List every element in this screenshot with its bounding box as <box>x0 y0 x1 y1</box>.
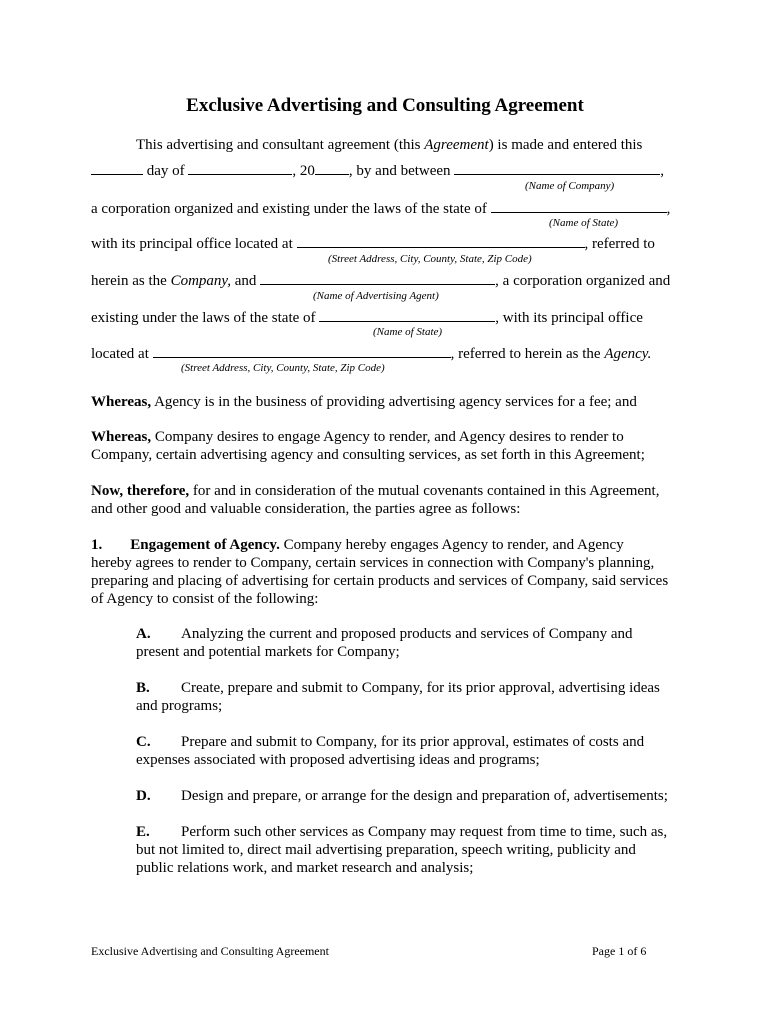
item-c-line-1 <box>136 733 644 751</box>
intro-text: , with its principal office <box>495 310 643 326</box>
item-letter: A. <box>136 626 151 642</box>
intro-line-4 <box>91 234 655 253</box>
intro-text: herein as the <box>91 273 171 289</box>
intro-text: , <box>666 201 671 217</box>
intro-line-2 <box>91 161 664 180</box>
intro-text: existing under the laws of the state of <box>91 310 316 326</box>
whereas-2-line-1 <box>91 428 624 446</box>
intro-text: with its principal office located at <box>91 236 293 252</box>
agent-name-blank[interactable] <box>260 271 495 285</box>
now-therefore-line-2: and other good and valuable consideration, the parties agree as follows: <box>91 501 521 517</box>
whereas-text: Agency is in the business of providing advertising agency services for a fee; and <box>151 394 637 410</box>
agreement-term: Agreement <box>424 137 489 153</box>
item-b-line-2: and programs; <box>136 698 223 714</box>
intro-text: , referred to herein as the <box>450 346 605 362</box>
company-term: Company, <box>170 273 231 289</box>
item-text: Create, prepare and submit to Company, for its prior approval, advertising ideas <box>181 680 660 696</box>
item-e-line-3: public relations work, and market research and analysis; <box>136 860 474 876</box>
item-text: Analyzing the current and proposed products and services of Company and <box>181 626 633 642</box>
intro-text: and <box>230 273 257 289</box>
page-number: Page 1 of 6 <box>592 944 647 958</box>
address-blank-1[interactable] <box>297 234 585 248</box>
section-1-line-3: preparing and placing of advertising for certain products and services of Company, said services <box>91 573 669 589</box>
item-a-line-1 <box>136 625 633 643</box>
section-text: Company hereby engages Agency to render, and Agency <box>279 537 624 553</box>
item-letter: D. <box>136 788 151 804</box>
item-b-line-1 <box>136 679 660 697</box>
address-blank-2[interactable] <box>153 344 451 358</box>
agency-term: Agency. <box>604 346 652 362</box>
section-1-line-1 <box>91 536 624 554</box>
intro-line-1 <box>136 136 642 154</box>
hint-address-2: (Street Address, City, County, State, Zip Code) <box>181 362 385 374</box>
intro-line-5 <box>91 271 670 290</box>
intro-line-3 <box>91 199 670 218</box>
whereas-text: Company desires to engage Agency to render, and Agency desires to render to <box>151 429 624 445</box>
item-d-line-1 <box>136 787 668 805</box>
item-e-line-1 <box>136 823 667 841</box>
hint-address-1: (Street Address, City, County, State, Zip Code) <box>328 253 532 265</box>
hint-agent: (Name of Advertising Agent) <box>313 290 439 302</box>
section-number: 1. <box>91 537 103 553</box>
whereas-1 <box>91 393 637 411</box>
intro-text: a corporation organized and existing under the laws of the state of <box>91 201 487 217</box>
month-blank[interactable] <box>188 161 292 175</box>
intro-text: , 20 <box>292 163 315 179</box>
intro-text: located at <box>91 346 149 362</box>
item-text: Design and prepare, or arrange for the design and preparation of, advertisements; <box>181 788 668 804</box>
intro-text: , by and between <box>348 163 451 179</box>
whereas-label: Whereas, <box>91 394 152 410</box>
item-c-line-2: expenses associated with proposed advertising ideas and programs; <box>136 752 540 768</box>
item-a-line-2: present and potential markets for Company; <box>136 644 400 660</box>
item-text: Perform such other services as Company may request from time to time, such as, <box>181 824 668 840</box>
day-blank[interactable] <box>91 161 143 175</box>
now-therefore-label: Now, therefore, <box>91 483 190 499</box>
item-letter: C. <box>136 734 151 750</box>
item-text: Prepare and submit to Company, for its prior approval, estimates of costs and <box>181 734 645 750</box>
intro-text: ) is made and entered this <box>488 137 643 153</box>
document-title: Exclusive Advertising and Consulting Agreement <box>186 95 584 116</box>
item-e-line-2: but not limited to, direct mail advertising preparation, speech writing, publicity and <box>136 842 636 858</box>
now-therefore-text: for and in consideration of the mutual covenants contained in this Agreement, <box>189 483 660 499</box>
intro-text: , <box>660 163 665 179</box>
year-blank[interactable] <box>315 161 349 175</box>
intro-text: , referred to <box>584 236 655 252</box>
item-letter: E. <box>136 824 150 840</box>
intro-line-6 <box>91 308 643 327</box>
intro-text: , a corporation organized and <box>495 273 671 289</box>
whereas-2-line-2: Company, certain advertising agency and consulting services, as set forth in this Agreement; <box>91 447 645 463</box>
footer-title: Exclusive Advertising and Consulting Agreement <box>91 944 329 958</box>
state-blank-1[interactable] <box>491 199 667 213</box>
whereas-label: Whereas, <box>91 429 152 445</box>
now-therefore-line-1 <box>91 482 659 500</box>
item-letter: B. <box>136 680 150 696</box>
section-heading: Engagement of Agency. <box>130 537 280 553</box>
section-1-line-2: hereby agrees to render to Company, certain services in connection with Company's planning, <box>91 555 655 571</box>
state-blank-2[interactable] <box>319 308 495 322</box>
company-name-blank[interactable] <box>454 161 660 175</box>
section-1-line-4: of Agency to consist of the following: <box>91 591 319 607</box>
hint-state-1: (Name of State) <box>549 217 619 229</box>
intro-text: This advertising and consultant agreement (this <box>136 137 425 153</box>
intro-text: day of <box>146 163 185 179</box>
intro-line-7 <box>91 344 651 363</box>
hint-state-2: (Name of State) <box>373 326 443 338</box>
hint-company: (Name of Company) <box>525 180 615 192</box>
